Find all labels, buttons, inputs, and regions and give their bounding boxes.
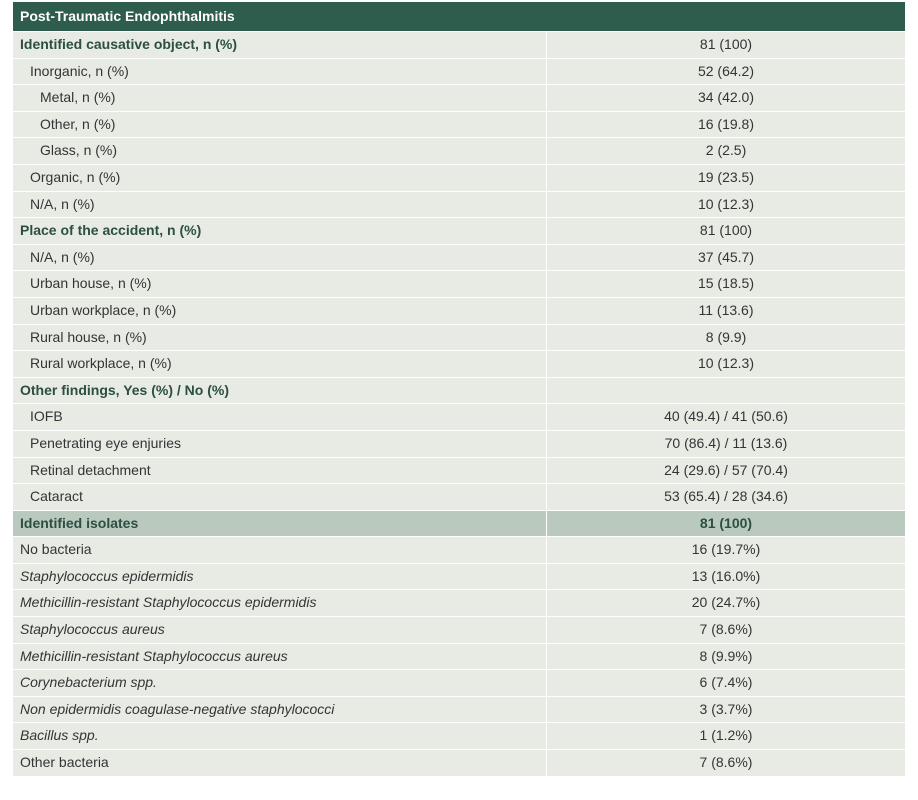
- table-row: [13, 749, 905, 776]
- row-label: Bacillus spp.: [13, 723, 547, 749]
- table-row: [13, 164, 905, 191]
- table-row: [13, 270, 905, 297]
- row-value: 53 (65.4) / 28 (34.6): [664, 488, 788, 505]
- row-label: Methicillin-resistant Staphylococcus aureus: [13, 644, 547, 670]
- row-value: 2 (2.5): [705, 142, 747, 159]
- row-value: 81 (100): [699, 222, 753, 239]
- row-label: Methicillin-resistant Staphylococcus epidermidis: [13, 590, 547, 616]
- table-row: [13, 350, 905, 377]
- table-row: [13, 297, 905, 324]
- row-value: 70 (86.4) / 11 (13.6): [664, 434, 788, 451]
- row-label: Other, n (%): [13, 112, 547, 138]
- row-label: Rural house, n (%): [13, 325, 547, 351]
- row-value: 1 (1.2%): [699, 727, 753, 744]
- table-row: [13, 457, 905, 484]
- row-label: Identified causative object, n (%): [13, 32, 547, 58]
- row-label: Place of the accident, n (%): [13, 218, 547, 244]
- table-row: [13, 536, 905, 563]
- row-label: IOFB: [13, 404, 547, 430]
- row-label: Urban house, n (%): [13, 271, 547, 297]
- row-label: Identified isolates: [13, 511, 547, 537]
- row-label: Staphylococcus epidermidis: [13, 564, 547, 590]
- row-label: Other findings, Yes (%) / No (%): [13, 378, 547, 404]
- table-row: [13, 669, 905, 696]
- row-value: 13 (16.0%): [691, 567, 761, 584]
- row-value: 16 (19.8): [697, 115, 755, 132]
- table-row: [13, 696, 905, 723]
- row-label: Organic, n (%): [13, 165, 547, 191]
- row-value: 24 (29.6) / 57 (70.4): [664, 461, 788, 478]
- row-label: Corynebacterium spp.: [13, 670, 547, 696]
- row-label: N/A, n (%): [13, 192, 547, 218]
- table-row: [13, 324, 905, 351]
- table-row: [13, 137, 905, 164]
- row-label: Urban workplace, n (%): [13, 298, 547, 324]
- row-value: 19 (23.5): [697, 168, 755, 185]
- row-value: 34 (42.0): [697, 89, 755, 106]
- table-row: [13, 403, 905, 430]
- row-label: Penetrating eye enjuries: [13, 431, 547, 457]
- row-value: 15 (18.5): [697, 275, 755, 292]
- row-value: 6 (7.4%): [699, 674, 753, 691]
- data-table: [13, 2, 905, 776]
- table-row: [13, 510, 905, 537]
- table-row: [13, 84, 905, 111]
- row-value: 7 (8.6%): [699, 621, 753, 638]
- table-row: [13, 483, 905, 510]
- table-row: [13, 563, 905, 590]
- table-title: Post-Traumatic Endophthalmitis: [13, 2, 905, 31]
- row-value: 8 (9.9%): [699, 647, 753, 664]
- row-label: Inorganic, n (%): [13, 59, 547, 85]
- table-row: [13, 58, 905, 85]
- row-label: Glass, n (%): [13, 138, 547, 164]
- row-label: N/A, n (%): [13, 245, 547, 271]
- row-label: Other bacteria: [13, 750, 547, 776]
- table-row: [13, 589, 905, 616]
- row-value: 40 (49.4) / 41 (50.6): [664, 408, 788, 425]
- table-row: [13, 31, 905, 58]
- row-value: 37 (45.7): [697, 248, 755, 265]
- table-row: [13, 244, 905, 271]
- table-row: [13, 191, 905, 218]
- row-value: 8 (9.9): [705, 328, 747, 345]
- table-row: [13, 111, 905, 138]
- row-label: Staphylococcus aureus: [13, 617, 547, 643]
- table-row: [13, 217, 905, 244]
- row-value: 20 (24.7%): [691, 594, 761, 611]
- table-row: [13, 722, 905, 749]
- table-row: [13, 430, 905, 457]
- table-row: [13, 643, 905, 670]
- row-value: 10 (12.3): [697, 195, 755, 212]
- row-value: 52 (64.2): [697, 62, 755, 79]
- row-label: Non epidermidis coagulase-negative staphylococci: [13, 697, 547, 723]
- row-value: 16 (19.7%): [691, 541, 761, 558]
- table-row: [13, 377, 905, 404]
- row-value: 10 (12.3): [697, 355, 755, 372]
- row-label: No bacteria: [13, 537, 547, 563]
- table-body: [13, 31, 905, 776]
- row-value: [547, 378, 905, 404]
- row-label: Retinal detachment: [13, 458, 547, 484]
- row-label: Metal, n (%): [13, 85, 547, 111]
- row-value: 3 (3.7%): [699, 700, 753, 717]
- row-value: 81 (100): [699, 36, 753, 52]
- row-value: 81 (100): [699, 514, 753, 531]
- table-row: [13, 616, 905, 643]
- row-label: Rural workplace, n (%): [13, 351, 547, 377]
- row-value: 7 (8.6%): [699, 754, 753, 771]
- row-value: 11 (13.6): [698, 301, 754, 318]
- row-label: Cataract: [13, 484, 547, 510]
